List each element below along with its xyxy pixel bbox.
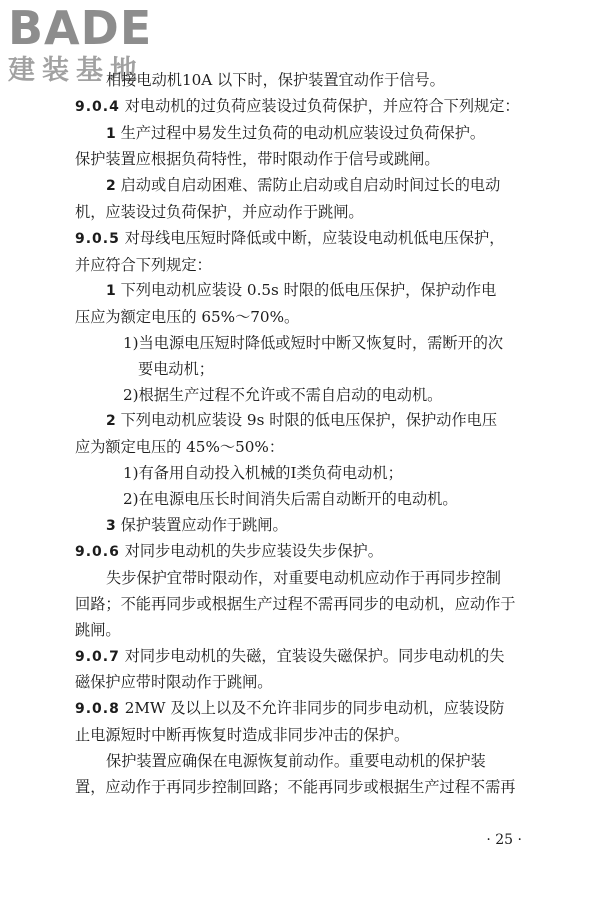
line-text: 应为额定电压的 45%～50%： bbox=[75, 438, 285, 457]
item-number: 2 bbox=[106, 178, 116, 195]
text-line bbox=[75, 723, 545, 749]
line-text: 磁保护应带时限动作于跳闸。 bbox=[75, 673, 273, 692]
text-line bbox=[75, 618, 545, 644]
item-number: 3 bbox=[106, 517, 116, 534]
clause-number: 9.0.8 bbox=[75, 701, 120, 718]
line-text: 对母线电压短时降低或中断，应装设电动机低电压保护， bbox=[119, 228, 505, 247]
text-line bbox=[75, 566, 545, 592]
text-line bbox=[75, 408, 545, 435]
line-text: 机，应装设过负荷保护，并应动作于跳闸。 bbox=[75, 202, 364, 221]
text-line bbox=[75, 592, 545, 618]
clause-number: 9.0.6 bbox=[75, 544, 120, 561]
line-text: 跳闸。 bbox=[75, 620, 121, 639]
line-text: 1)有备用自动投入机械的Ⅰ类负荷电动机； bbox=[123, 463, 403, 482]
text-line bbox=[75, 539, 545, 566]
watermark-brand: BADE bbox=[8, 1, 153, 55]
line-text: 并应符合下列规定： bbox=[75, 255, 212, 274]
line-text: 对同步电动机的失磁，宜装设失磁保护。同步电动机的失 bbox=[119, 646, 505, 665]
text-line bbox=[75, 305, 545, 331]
text-line bbox=[75, 331, 545, 357]
text-line bbox=[75, 68, 545, 94]
item-number: 1 bbox=[106, 283, 116, 300]
text-line bbox=[75, 461, 545, 487]
line-text: 压应为额定电压的 65%～70%。 bbox=[75, 308, 300, 327]
watermark-subtitle: 建装基地 bbox=[8, 55, 144, 86]
line-text: 要电动机； bbox=[138, 359, 214, 378]
text-line bbox=[75, 278, 545, 305]
line-text: 下列电动机应装设 0.5s 时限的低电压保护，保护动作电 bbox=[115, 281, 497, 300]
text-line bbox=[75, 435, 545, 461]
item-number: 2 bbox=[106, 413, 116, 430]
line-text: 1)当电源电压短时降低或短时中断又恢复时，需断开的次 bbox=[123, 333, 504, 352]
text-line bbox=[75, 775, 545, 801]
line-text: 保护装置应动作于跳闸。 bbox=[115, 515, 288, 534]
text-line bbox=[75, 94, 545, 121]
text-line bbox=[75, 200, 545, 226]
item-number: 1 bbox=[106, 125, 116, 142]
line-text: 相接电动机10A 以下时，保护装置宜动作于信号。 bbox=[106, 71, 445, 89]
clause-number: 9.0.4 bbox=[75, 98, 120, 115]
text-line bbox=[75, 147, 545, 173]
line-text: 下列电动机应装设 9s 时限的低电压保护，保护动作电压 bbox=[115, 411, 498, 430]
text-line bbox=[75, 513, 545, 540]
line-text: 2MW 及以上以及不允许非同步的同步电动机，应装设防 bbox=[119, 699, 505, 718]
text-line bbox=[75, 357, 545, 383]
page-number: · 25 · bbox=[486, 832, 522, 848]
text-line bbox=[75, 696, 545, 723]
line-text: 对电动机的过负荷应装设过负荷保护，并应符合下列规定： bbox=[119, 96, 520, 115]
text-line bbox=[75, 253, 545, 279]
line-text: 置，应动作于再同步控制回路；不能再同步或根据生产过程不需再 bbox=[75, 777, 516, 796]
text-line bbox=[75, 487, 545, 513]
text-line bbox=[75, 383, 545, 409]
line-text: 失步保护宜带时限动作，对重要电动机应动作于再同步控制 bbox=[106, 569, 501, 588]
text-line bbox=[75, 749, 545, 775]
line-text: 保护装置应根据负荷特性，带时限动作于信号或跳闸。 bbox=[75, 150, 440, 169]
line-text: 2)根据生产过程不允许或不需自启动的电动机。 bbox=[123, 385, 443, 404]
text-line bbox=[75, 173, 545, 200]
line-text: 止电源短时中断再恢复时造成非同步冲击的保护。 bbox=[75, 725, 410, 744]
line-text: 对同步电动机的失步应装设失步保护。 bbox=[119, 542, 383, 561]
line-text: 启动或自启动困难、需防止启动或自启动时间过长的电动 bbox=[115, 176, 501, 195]
text-line bbox=[75, 121, 545, 148]
text-line bbox=[75, 226, 545, 253]
clause-number: 9.0.5 bbox=[75, 230, 120, 247]
line-text: 生产过程中易发生过负荷的电动机应装设过负荷保护。 bbox=[115, 123, 486, 142]
line-text: 回路；不能再同步或根据生产过程不需再同步的电动机，应动作于 bbox=[75, 594, 516, 613]
line-text: 保护装置应确保在电源恢复前动作。重要电动机的保护装 bbox=[106, 751, 486, 770]
line-text: 2)在电源电压长时间消失后需自动断开的电动机。 bbox=[123, 489, 458, 508]
document-body bbox=[75, 68, 545, 800]
clause-number: 9.0.7 bbox=[75, 648, 120, 665]
text-line bbox=[75, 644, 545, 671]
text-line bbox=[75, 670, 545, 696]
